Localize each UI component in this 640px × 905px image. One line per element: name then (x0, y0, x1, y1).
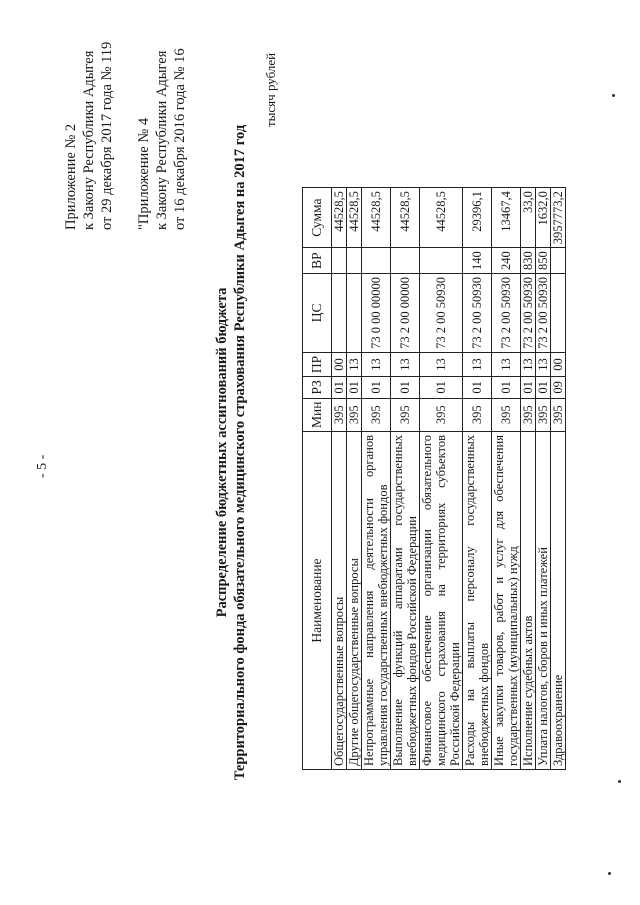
cell-name: Уплата налогов, сборов и иных платежей (536, 432, 551, 770)
cell-rz: 01 (332, 377, 347, 398)
table-body (332, 188, 566, 770)
cell-cs: 73 2 00 50930 (492, 273, 521, 352)
cell-cs: 73 0 00 00000 (362, 273, 391, 352)
cell-name: Финансовое обеспечение организации обязательного медицинского страхования на территориях субъектов Российской Федерации (420, 432, 463, 770)
cell-cs (332, 273, 347, 352)
cell-name: Другие общегосударственные вопросы (347, 432, 362, 770)
header-sum: Сумма (303, 188, 332, 248)
header-vr: ВР (303, 248, 332, 274)
table-header-row (303, 188, 332, 770)
cell-rz: 01 (391, 377, 420, 398)
units-label: тысяч рублей (263, 52, 278, 127)
table-row (391, 188, 420, 770)
cell-sum: 44528,5 (391, 188, 420, 248)
cell-vr: 830 (521, 248, 536, 274)
cell-name: Общегосударственные вопросы (332, 432, 347, 770)
page-number: - 5 - (35, 454, 50, 478)
cell-cs: 73 2 00 00000 (391, 273, 420, 352)
cell-rz: 01 (536, 377, 551, 398)
cell-vr (347, 248, 362, 274)
scan-speck (608, 872, 611, 875)
appendix-old-line1: "Приложение № 4 (136, 117, 152, 230)
cell-cs: 73 2 00 50930 (420, 273, 463, 352)
appendix-old-line2: к Закону Республики Адыгея (154, 50, 170, 230)
cell-sum: 44528,5 (420, 188, 463, 248)
cell-rz: 01 (362, 377, 391, 398)
cell-min: 395 (536, 398, 551, 431)
cell-cs: 73 2 00 50930 (536, 273, 551, 352)
table-row (551, 188, 566, 770)
cell-cs: 73 2 00 50930 (463, 273, 492, 352)
cell-sum: 13467,4 (492, 188, 521, 248)
cell-vr: 850 (536, 248, 551, 274)
cell-min: 395 (332, 398, 347, 431)
scan-speck (618, 780, 621, 783)
header-name: Наименование (303, 432, 332, 770)
cell-cs (551, 273, 566, 352)
cell-name: Расходы на выплаты персоналу государственных внебюджетных фондов (463, 432, 492, 770)
budget-table (302, 187, 566, 770)
cell-min: 395 (362, 398, 391, 431)
cell-min: 395 (420, 398, 463, 431)
cell-name: Непрограммные направления деятельности органов управления государственных внебюджетных фондов (362, 432, 391, 770)
cell-min: 395 (347, 398, 362, 431)
cell-min: 395 (492, 398, 521, 431)
cell-vr: 240 (492, 248, 521, 274)
cell-rz: 01 (492, 377, 521, 398)
table-row (463, 188, 492, 770)
cell-min: 395 (463, 398, 492, 431)
cell-sum: 33,0 (521, 188, 536, 248)
header-pr: ПР (303, 352, 332, 376)
table-row (332, 188, 347, 770)
cell-sum: 44528,5 (332, 188, 347, 248)
cell-pr: 13 (536, 352, 551, 376)
header-rz: РЗ (303, 377, 332, 398)
table-row (420, 188, 463, 770)
cell-pr: 00 (551, 352, 566, 376)
cell-sum: 44528,5 (362, 188, 391, 248)
cell-sum: 44528,5 (347, 188, 362, 248)
cell-pr: 13 (362, 352, 391, 376)
table-row (521, 188, 536, 770)
cell-vr (332, 248, 347, 274)
cell-pr: 13 (521, 352, 536, 376)
cell-vr: 140 (463, 248, 492, 274)
scan-speck (612, 94, 615, 97)
cell-vr (551, 248, 566, 274)
appendix-old (135, 48, 189, 230)
cell-rz: 01 (420, 377, 463, 398)
table-row (536, 188, 551, 770)
appendix-new (62, 42, 116, 230)
cell-pr: 00 (332, 352, 347, 376)
table-row (347, 188, 362, 770)
cell-vr (362, 248, 391, 274)
cell-rz: 01 (463, 377, 492, 398)
cell-name: Здравоохранение (551, 432, 566, 770)
cell-min: 395 (391, 398, 420, 431)
cell-rz: 09 (551, 377, 566, 398)
cell-cs: 73 2 00 50930 (521, 273, 536, 352)
cell-pr: 13 (347, 352, 362, 376)
cell-rz: 01 (347, 377, 362, 398)
header-min: Мин (303, 398, 332, 431)
cell-vr (420, 248, 463, 274)
appendix-old-line3: от 16 декабря 2016 года № 16 (172, 48, 188, 230)
cell-cs (347, 273, 362, 352)
cell-pr: 13 (420, 352, 463, 376)
table-row (492, 188, 521, 770)
cell-sum: 1632,0 (536, 188, 551, 248)
cell-min: 395 (521, 398, 536, 431)
cell-name: Иные закупки товаров, работ и услуг для обеспечения государственных (муниципальных) нужд (492, 432, 521, 770)
cell-pr: 13 (492, 352, 521, 376)
title-line2: Территориального фонда обязательного медицинского страхования Республики Адыгея на 2017 год (232, 124, 248, 781)
cell-sum: 29396,1 (463, 188, 492, 248)
cell-pr: 13 (391, 352, 420, 376)
cell-vr (391, 248, 420, 274)
appendix-new-line1: Приложение № 2 (63, 123, 79, 230)
title-line1: Распределение бюджетных ассигнований бюджета (214, 287, 230, 618)
cell-rz: 01 (521, 377, 536, 398)
appendix-new-line2: к Закону Республики Адыгея (81, 50, 97, 230)
table-row (362, 188, 391, 770)
header-cs: ЦС (303, 273, 332, 352)
cell-min: 395 (551, 398, 566, 431)
cell-sum: 3957773,2 (551, 188, 566, 248)
cell-name: Исполнение судебных актов (521, 432, 536, 770)
appendix-new-line3: от 29 декабря 2017 года № 119 (99, 41, 115, 230)
cell-pr: 13 (463, 352, 492, 376)
cell-name: Выполнение функций аппаратами государственных внебюджетных фондов Российской Федерации (391, 432, 420, 770)
